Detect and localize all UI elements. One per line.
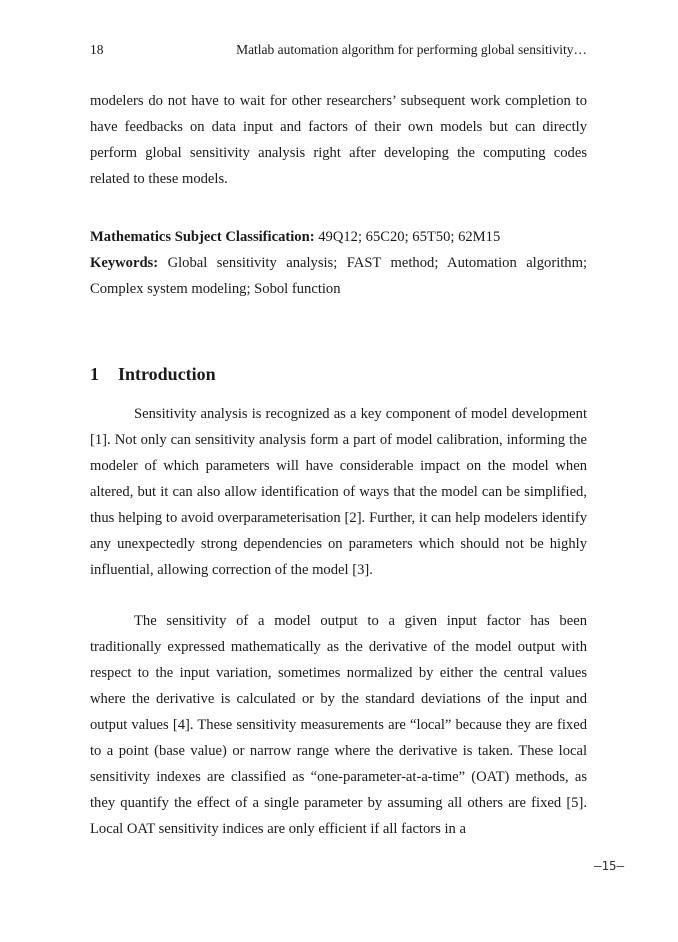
page-footer-number: –15– — [594, 858, 625, 873]
body-paragraph: The sensitivity of a model output to a given input factor has been traditionally expressed mathematically as the derivative of the model output with respect to the input variation, sometimes normalized by either the central values where the derivative is calculated or by the standard deviations of the input and output values [4]. These sensitivity measurements are “local” because they are fixed to a point (base value) or narrow range where the derivative is taken. These local sensitivity indexes are classified as “one-parameter-at-a-time” (OAT) methods, as they quantify the effect of a single parameter by assuming all others are fixed [5]. Local OAT sensitivity indices are only efficient if all factors in a — [90, 613, 587, 837]
page-header — [90, 42, 587, 62]
section-title: Introduction — [118, 364, 216, 384]
header-page-number: 18 — [90, 42, 104, 57]
keywords-line — [90, 250, 587, 302]
msc-value: 49Q12; 65C20; 65T50; 62M15 — [318, 229, 501, 245]
msc-line — [90, 224, 587, 250]
intro-paragraph: modelers do not have to wait for other researchers’ subsequent work completion to have feedbacks on data input and factors of their own models but can directly perform global sensitivity analysis right after developing the computing codes related to these models. — [90, 93, 587, 187]
keywords-label: Keywords: — [90, 255, 159, 271]
section-number: 1 — [90, 364, 99, 384]
keywords-value: Global sensitivity analysis; FAST method; Automation algorithm; Complex system modeling; Sobol function — [90, 255, 587, 297]
msc-label: Mathematics Subject Classification: — [90, 229, 315, 245]
running-title: Matlab automation algorithm for performing global sensitivity… — [236, 42, 587, 57]
body-paragraph: Sensitivity analysis is recognized as a key component of model development [1]. Not only can sensitivity analysis form a part of model calibration, informing the modeler of which parameters will have considerable impact on the model when altered, but it can also allow identification of ways that the model can be simplified, thus helping to avoid overparameterisation [2]. Further, it can help modelers identify any unexpectedly strong dependencies on parameters which should not be highly influential, allowing correction of the model [3]. — [90, 406, 587, 578]
section-heading — [90, 364, 216, 385]
